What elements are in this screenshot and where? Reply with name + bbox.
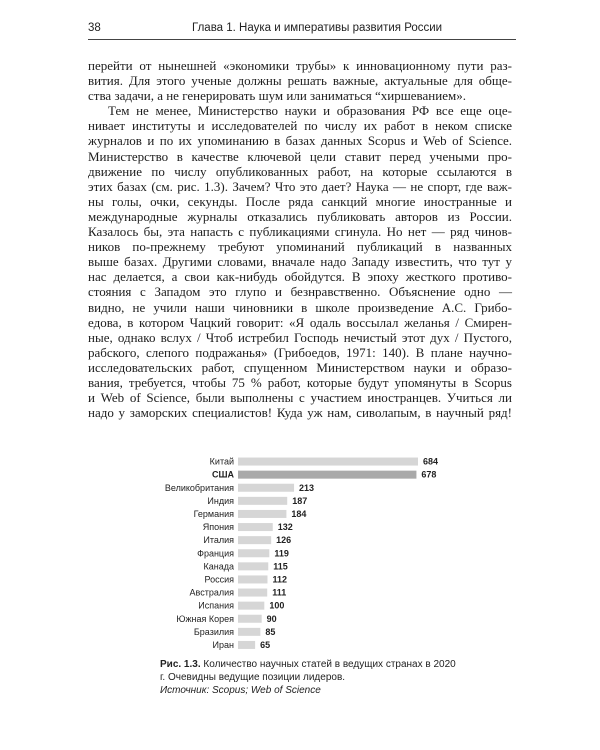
- category-label: Япония: [202, 522, 234, 533]
- category-label: Южная Корея: [176, 613, 234, 624]
- category-label: США: [211, 469, 234, 480]
- bar: [238, 628, 260, 636]
- text-line: вания, требуется, чтобы 75 % работ, которые будут упомянуты в Scopus: [88, 374, 512, 390]
- text-line: стояния с Западом это глупо и безнравственно. Объяснение одно —: [88, 284, 512, 300]
- value-label: 678: [421, 469, 437, 480]
- text-line: журналов и по их упоминанию в базах данных Scopus и Web of Science.: [88, 133, 512, 149]
- category-label: Иран: [212, 639, 234, 650]
- text-line: вития. Для этого ученые должны решать важные, актуальные для обще-: [88, 73, 512, 89]
- value-label: 90: [266, 613, 277, 624]
- category-label: Германия: [193, 508, 234, 519]
- bar-chart-svg: [150, 452, 470, 652]
- bar: [238, 510, 286, 518]
- bar-chart: [150, 452, 470, 652]
- text-line: этих базах (см. рис. 1.3). Зачем? Что это дает? Наука — не спорт, где важ-: [88, 178, 512, 194]
- value-label: 65: [260, 639, 271, 650]
- value-label: 213: [299, 482, 315, 493]
- value-label: 100: [269, 600, 285, 611]
- text-line: перейти от нынешней «экономики трубы» к инновационному пути раз-: [88, 58, 512, 73]
- text-line: видно, не учили наши чиновники в школе произведение А.С. Грибо-: [88, 299, 512, 315]
- text-line: нас делается, а свои как-нибудь обойдутся. В эпоху жесткого противо-: [88, 269, 512, 285]
- text-line: ные, однако вслух / Чтоб истребил Господь нечистый этот дух / Пустого,: [88, 329, 512, 345]
- text-line: едова, в котором Чацкий говорит: «Я одаль воссылал желанья / Смирен-: [88, 314, 512, 330]
- value-label: 115: [273, 561, 288, 572]
- text-line: ников по-прежнему требуют упоминаний публикаций в названных: [88, 239, 512, 255]
- value-label: 119: [274, 548, 289, 559]
- text-line: и Web of Science, были выполнены с участием иностранцев. Учиться ли: [88, 390, 512, 406]
- category-label: Канада: [203, 561, 234, 572]
- figure-caption: [160, 658, 460, 697]
- bar: [238, 615, 262, 623]
- bar: [238, 549, 269, 557]
- figure-label: Рис. 1.3.: [160, 659, 201, 670]
- text-line: Министерство в качестве ключевой цели ставит перед учеными про-: [88, 148, 512, 164]
- body-text: [88, 58, 512, 420]
- category-label: Великобритания: [164, 482, 234, 493]
- value-label: 132: [277, 522, 293, 533]
- header-rule: [88, 39, 516, 40]
- value-label: 126: [276, 535, 292, 546]
- bar: [238, 641, 255, 649]
- bar: [238, 523, 273, 531]
- category-label: Бразилия: [193, 626, 234, 637]
- text-line: Тем не менее, Министерство науки и образования РФ все еще оце-: [108, 103, 512, 119]
- category-label: Россия: [204, 574, 234, 585]
- text-line: международные журналы отказались публиковать авторов из России.: [88, 208, 512, 224]
- page-number: 38: [88, 22, 101, 34]
- bar: [238, 497, 287, 505]
- text-line: выше базах. Другими словами, вначале надо Западу известить, что тут у: [88, 254, 512, 270]
- category-label: Испания: [198, 600, 234, 611]
- text-line: надо у заморских специалистов! Куда уж нам, сиволапым, в научный ряд!: [88, 405, 512, 421]
- chapter-title: Глава 1. Наука и императивы развития России: [192, 22, 443, 34]
- value-label: 684: [423, 456, 439, 467]
- caption-source: Источник: Scopus; Web of Science: [160, 685, 321, 696]
- bar: [238, 458, 418, 466]
- bar: [238, 536, 271, 544]
- running-header: [88, 18, 516, 40]
- bar: [238, 602, 264, 610]
- bar: [238, 575, 267, 583]
- category-label: Китай: [209, 456, 234, 467]
- text-line: ства задачи, а не генерировать шум или заниматься “хиршеванием».: [88, 88, 466, 104]
- text-line: Казалось бы, эта напасть с публикациями сгинула. Но нет — ряд чинов-: [88, 224, 512, 240]
- value-label: 184: [291, 508, 307, 519]
- category-label: Индия: [207, 495, 234, 506]
- value-label: 111: [272, 587, 287, 598]
- text-line: исследовательских работ, спущенном Министерством науки и образо-: [88, 359, 512, 375]
- category-label: Франция: [197, 548, 234, 559]
- text-line: рабского, слепого подражанья» (Грибоедов, 1971: 140). В плане научно-: [88, 344, 512, 360]
- value-label: 112: [272, 574, 288, 585]
- bar: [238, 562, 268, 570]
- caption-text: Количество научных статей в ведущих странах в 2020 г. Очевидны ведущие позиции лидеров.: [160, 659, 456, 683]
- text-line: ны голы, очки, секунды. После ряда санкций многие иностранные и: [88, 193, 512, 209]
- value-label: 187: [292, 495, 308, 506]
- text-line: нивает институты и исследователей по числу их работ в неком списке: [88, 118, 512, 134]
- text-line: движение по числу опубликованных работ, на которые ссылаются в: [88, 163, 512, 179]
- category-label: Италия: [203, 535, 234, 546]
- value-label: 85: [265, 626, 276, 637]
- bar: [238, 589, 267, 597]
- bar: [238, 484, 294, 492]
- category-label: Австралия: [189, 587, 234, 598]
- bar: [238, 471, 416, 479]
